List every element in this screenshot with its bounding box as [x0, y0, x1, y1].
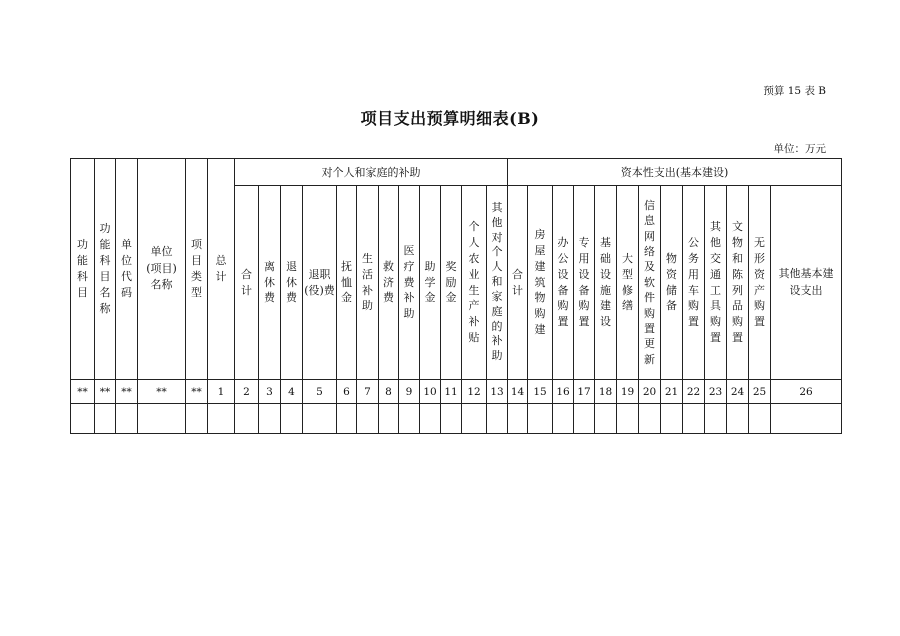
header-cell	[462, 186, 487, 380]
table-cell	[574, 404, 595, 434]
table-cell	[281, 404, 303, 434]
header-label: 功能科目	[76, 238, 88, 299]
form-code: 预算 15 表 B	[763, 85, 826, 97]
header-cell	[399, 186, 420, 380]
header-cell	[617, 186, 639, 380]
index-cell: 18	[595, 380, 617, 404]
header-label: 基础设施建设	[599, 235, 611, 329]
table-cell	[337, 404, 357, 434]
index-cell: 19	[617, 380, 639, 404]
header-cell	[683, 186, 705, 380]
header-cell	[95, 159, 116, 380]
index-cell: 26	[771, 380, 842, 404]
table-cell	[379, 404, 399, 434]
index-cell: 15	[528, 380, 553, 404]
index-cell: 2	[235, 380, 259, 404]
index-cell: 5	[303, 380, 337, 404]
header-label-line: (项目)	[146, 261, 177, 275]
index-cell: **	[138, 380, 186, 404]
header-label: 退职(役)费	[304, 267, 335, 297]
header-group-row	[71, 159, 842, 186]
header-cell	[553, 186, 574, 380]
index-cell: 21	[661, 380, 683, 404]
table-cell	[259, 404, 281, 434]
header-cell	[508, 186, 528, 380]
table-cell	[528, 404, 553, 434]
table-cell	[186, 404, 208, 434]
header-label: 医疗费补助	[403, 243, 415, 321]
header-label: 单位代码	[120, 238, 132, 299]
index-cell: 24	[727, 380, 749, 404]
header-cell	[303, 186, 337, 380]
header-cell	[487, 186, 508, 380]
index-cell: **	[71, 380, 95, 404]
header-label: 生活补助	[361, 251, 373, 313]
table-cell	[303, 404, 337, 434]
header-label: 救济费	[382, 259, 394, 305]
table-cell	[705, 404, 727, 434]
header-label: 其他交通工具购置	[709, 219, 721, 345]
group-header-capital: 资本性支出(基本建设)	[508, 159, 842, 186]
index-cell: 8	[379, 380, 399, 404]
table-cell	[441, 404, 462, 434]
header-label-line: 名称	[150, 278, 173, 292]
header-label	[146, 244, 177, 294]
header-label: 助学金	[424, 259, 436, 305]
header-cell	[379, 186, 399, 380]
header-label: 文物和陈列品购置	[731, 219, 743, 345]
header-label: 合计	[240, 267, 252, 297]
header-label: 总计	[215, 254, 227, 283]
index-cell: 3	[259, 380, 281, 404]
header-label: 房屋建筑物购建	[534, 227, 546, 337]
index-cell: 6	[337, 380, 357, 404]
table-cell	[661, 404, 683, 434]
header-label: 退休费	[285, 259, 297, 305]
table-cell	[639, 404, 661, 434]
table-cell	[749, 404, 771, 434]
header-cell	[441, 186, 462, 380]
index-cell: 11	[441, 380, 462, 404]
header-label: 大型修缮	[621, 251, 633, 313]
index-cell: 9	[399, 380, 420, 404]
table-cell	[771, 404, 842, 434]
header-cell	[771, 186, 842, 380]
index-cell: 1	[208, 380, 235, 404]
header-label: 抚恤金	[340, 259, 352, 305]
header-cell	[116, 159, 138, 380]
header-label: 专用设备购置	[578, 235, 590, 329]
table-cell	[71, 404, 95, 434]
header-cell	[727, 186, 749, 380]
header-label: 其他基本建设支出	[778, 267, 834, 297]
index-cell: 4	[281, 380, 303, 404]
table-cell	[235, 404, 259, 434]
table-cell	[116, 404, 138, 434]
header-label: 其他对个人和家庭的补助	[491, 200, 503, 363]
header-label: 个人农业生产补贴	[468, 219, 480, 345]
index-cell: **	[95, 380, 116, 404]
header-cell	[208, 159, 235, 380]
header-cell	[420, 186, 441, 380]
header-label: 奖励金	[445, 259, 457, 305]
table-cell	[138, 404, 186, 434]
table-cell	[683, 404, 705, 434]
header-label: 信息网络及软件购置更新	[643, 198, 655, 366]
index-cell: **	[186, 380, 208, 404]
index-cell: 13	[487, 380, 508, 404]
header-cell	[259, 186, 281, 380]
table-cell	[420, 404, 441, 434]
index-cell: 25	[749, 380, 771, 404]
header-label-line: 单位	[150, 245, 173, 259]
header-label: 无形资产购置	[753, 235, 765, 329]
header-cell	[661, 186, 683, 380]
header-cell	[749, 186, 771, 380]
header-label: 办公设备购置	[557, 235, 569, 329]
table-cell	[462, 404, 487, 434]
budget-table	[70, 158, 842, 434]
table-row	[71, 404, 842, 434]
group-header-personal: 对个人和家庭的补助	[235, 159, 508, 186]
header-cell	[337, 186, 357, 380]
header-label: 离休费	[263, 259, 275, 305]
index-row	[71, 380, 842, 404]
index-cell: 22	[683, 380, 705, 404]
table-cell	[357, 404, 379, 434]
header-label: 物资储备	[665, 251, 677, 313]
table-cell	[727, 404, 749, 434]
header-cell	[71, 159, 95, 380]
table-cell	[553, 404, 574, 434]
index-cell: 23	[705, 380, 727, 404]
header-cell	[138, 159, 186, 380]
page-title: 项目支出预算明细表(B)	[360, 109, 540, 128]
table-cell	[595, 404, 617, 434]
index-cell: **	[116, 380, 138, 404]
header-cell	[639, 186, 661, 380]
table-cell	[617, 404, 639, 434]
header-cell	[235, 186, 259, 380]
header-cell	[186, 159, 208, 380]
index-cell: 7	[357, 380, 379, 404]
header-cell	[281, 186, 303, 380]
header-label: 功能科目名称	[99, 222, 111, 315]
unit-note: 单位：万元	[773, 143, 826, 155]
index-cell: 20	[639, 380, 661, 404]
header-cell	[595, 186, 617, 380]
header-label: 合计	[511, 267, 523, 297]
table-cell	[208, 404, 235, 434]
header-label: 项目类型	[190, 238, 202, 299]
header-cell	[574, 186, 595, 380]
header-label: 公务用车购置	[687, 235, 699, 329]
header-cell	[528, 186, 553, 380]
index-cell: 16	[553, 380, 574, 404]
index-cell: 10	[420, 380, 441, 404]
table-cell	[399, 404, 420, 434]
header-cell	[705, 186, 727, 380]
index-cell: 17	[574, 380, 595, 404]
table-cell	[508, 404, 528, 434]
index-cell: 14	[508, 380, 528, 404]
table-cell	[487, 404, 508, 434]
header-cell	[357, 186, 379, 380]
table-cell	[95, 404, 116, 434]
index-cell: 12	[462, 380, 487, 404]
